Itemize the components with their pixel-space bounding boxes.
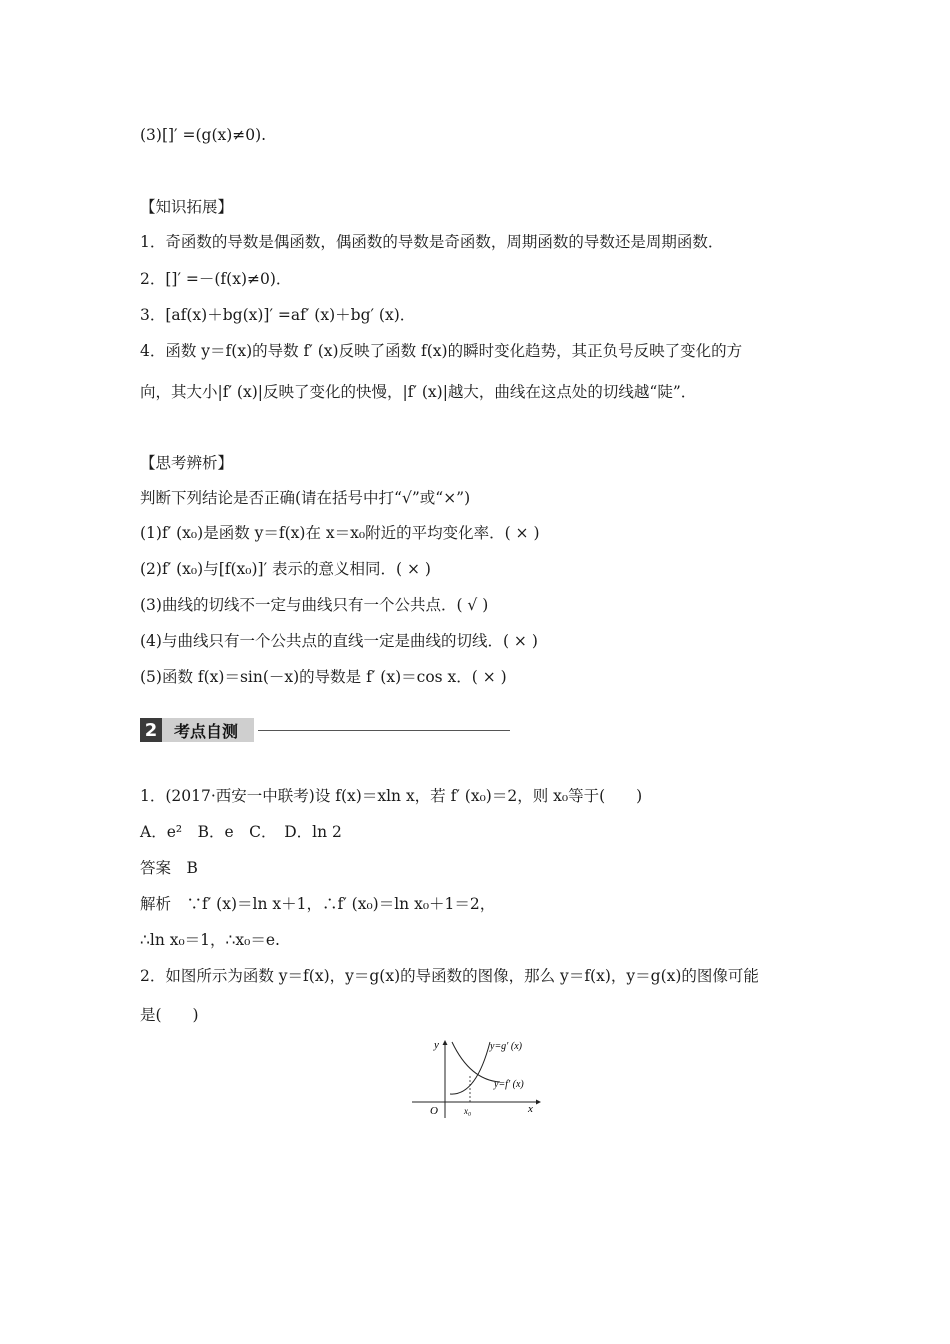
question-2-line-1: 2．如图所示为函数 y＝f(x)，y＝g(x)的导函数的图像，那么 y＝f(x)，y＝g(x)的图像可能 — [140, 967, 759, 985]
derivative-graph-figure — [410, 1034, 544, 1120]
origin-label: O — [430, 1105, 438, 1117]
y-axis-arrow — [443, 1040, 448, 1045]
section-header — [140, 718, 510, 742]
thinking-heading: 【思考辨析】 — [140, 454, 234, 472]
y-axis-label: y — [434, 1039, 439, 1051]
question-1-answer: 答案 B — [140, 859, 198, 877]
quotient-rule-line: (3)[]′ =(g(x)≠0). — [140, 126, 267, 144]
extension-item-3: 3．[af(x)＋bg(x)]′ =af′ (x)＋bg′ (x)． — [140, 306, 416, 324]
question-2-line-2: 是( ) — [140, 1006, 199, 1024]
section-rule — [258, 730, 510, 731]
f-prime-label: y=f′ (x) — [494, 1079, 524, 1090]
question-1-solution-1: 解析 ∵f′ (x)＝ln x＋1，∴f′ (x₀)＝ln x₀＋1＝2， — [140, 895, 496, 913]
judge-item-5: (5)函数 f(x)＝sin(－x)的导数是 f′ (x)＝cos x．( × ) — [140, 668, 507, 686]
x-axis-label: x — [528, 1103, 533, 1115]
section-number: 2 — [140, 718, 162, 742]
judge-instruction: 判断下列结论是否正确(请在括号中打“√”或“×”) — [140, 489, 471, 507]
judge-item-4: (4)与曲线只有一个公共点的直线一定是曲线的切线．( × ) — [140, 632, 538, 650]
question-1: 1．(2017·西安一中联考)设 f(x)＝xln x，若 f′ (x₀)＝2，则 x₀等于( ) — [140, 787, 643, 805]
question-1-solution-2: ∴ln x₀＝1，∴x₀＝e. — [140, 931, 280, 949]
x-axis-arrow — [536, 1100, 541, 1105]
judge-item-3: (3)曲线的切线不一定与曲线只有一个公共点．( √ ) — [140, 596, 489, 614]
question-1-options: A．e² B．e C． D．ln 2 — [140, 823, 342, 841]
knowledge-extension-heading: 【知识拓展】 — [140, 198, 234, 216]
judge-item-1: (1)f′ (x₀)是函数 y＝f(x)在 x＝x₀附近的平均变化率．( × ) — [140, 524, 540, 542]
extension-item-1: 1．奇函数的导数是偶函数，偶函数的导数是奇函数，周期函数的导数还是周期函数． — [140, 233, 724, 251]
g-prime-label: y=g′ (x) — [490, 1041, 522, 1052]
x0-label: x₀ — [464, 1106, 472, 1116]
extension-item-4-line-1: 4．函数 y＝f(x)的导数 f′ (x)反映了函数 f(x)的瞬时变化趋势，其正负号反映了变化的方 — [140, 342, 743, 360]
extension-item-4-line-2: 向，其大小|f′ (x)|反映了变化的快慢，|f′ (x)|越大，曲线在这点处的切线越“陡”． — [140, 383, 697, 401]
section-title: 考点自测 — [162, 718, 254, 742]
extension-item-2: 2．[]′ =－(f(x)≠0)． — [140, 270, 292, 288]
judge-item-2: (2)f′ (x₀)与[f(x₀)]′ 表示的意义相同．( × ) — [140, 560, 431, 578]
